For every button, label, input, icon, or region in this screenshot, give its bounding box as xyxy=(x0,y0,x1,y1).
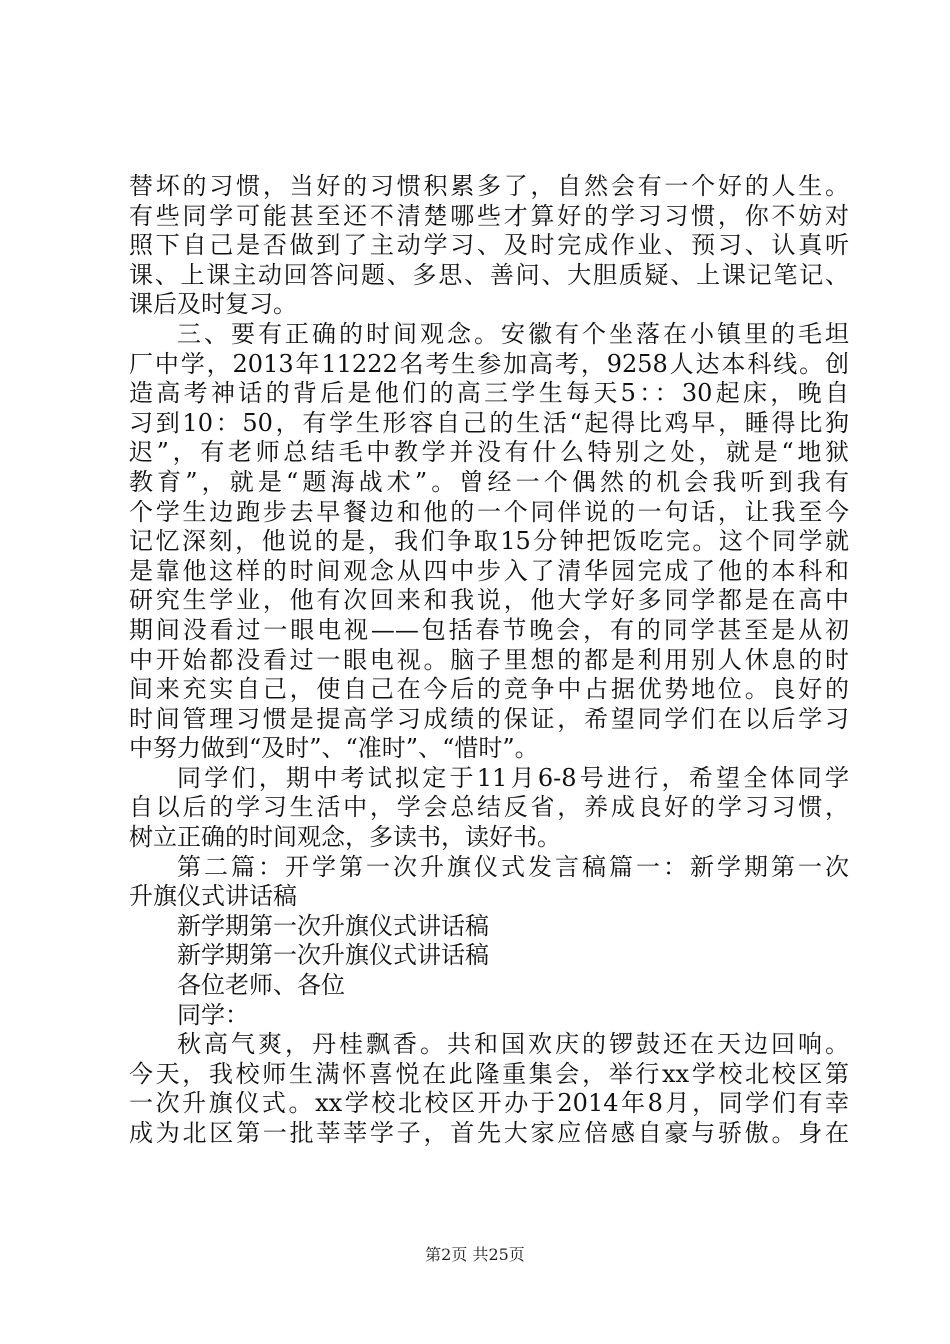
text-line: 习到10：50，有学生形容自己的生活“起得比鸡早，睡得比狗 xyxy=(129,408,849,437)
document-body xyxy=(129,172,849,1149)
section-heading-line: 三、要有正确的时间观念。安徽有个坐落在小镇里的毛坦 xyxy=(177,319,849,348)
text-line: 时间管理习惯是提高学习成绩的保证，希望同学们在以后学习 xyxy=(129,704,849,733)
text-line: 间来充实自己，使自己在今后的竞争中占据优势地位。良好的 xyxy=(129,675,849,704)
text-line: 同学们，期中考试拟定于11月6-8号进行，希望全体同学 xyxy=(177,763,849,792)
text-line: 一次升旗仪式。xx学校北校区开办于2014年8月，同学们有幸 xyxy=(129,1089,849,1118)
salutation-line: 各位老师、各位 xyxy=(177,971,345,1000)
text-line: 造高考神话的背后是他们的高三学生每天5：：30起床，晚自 xyxy=(129,379,849,408)
text-line: 中开始都没看过一眼电视。脑子里想的都是利用别人休息的时 xyxy=(129,645,849,674)
text-line: 秋高气爽，丹桂飘香。共和国欢庆的锣鼓还在天边回响。 xyxy=(177,1030,849,1059)
text-line: 是靠他这样的时间观念从四中步入了清华园完成了他的本科和 xyxy=(129,556,849,585)
page-number-footer: 第2页 共25页 xyxy=(425,1245,525,1264)
text-line: 中努力做到“及时”、“准时”、“惜时”。 xyxy=(129,734,539,763)
chapter-heading-line: 第二篇：开学第一次升旗仪式发言稿篇一：新学期第一次 xyxy=(177,852,849,881)
text-line: 自以后的学习生活中，学会总结反省，养成良好的学习习惯， xyxy=(129,793,849,822)
text-line: 厂中学，2013年11222名考生参加高考，9258人达本科线。创 xyxy=(129,349,849,378)
text-line: 今天，我校师生满怀喜悦在此隆重集会，举行xx学校北校区第 xyxy=(129,1059,849,1088)
subtitle-line: 新学期第一次升旗仪式讲话稿 xyxy=(177,911,489,940)
text-line: 记忆深刻，他说的是，我们争取15分钟把饭吃完。这个同学就 xyxy=(129,527,849,556)
salutation-line: 同学： xyxy=(177,1000,249,1029)
subtitle-line: 新学期第一次升旗仪式讲话稿 xyxy=(177,941,489,970)
text-line: 个学生边跑步去早餐边和他的一个同伴说的一句话，让我至今 xyxy=(129,497,849,526)
text-line: 教育”，就是“题海战术”。曾经一个偶然的机会我听到我有 xyxy=(129,467,849,496)
text-line: 迟”，有老师总结毛中教学并没有什么特别之处，就是“地狱 xyxy=(129,438,849,467)
text-line: 研究生学业，他有次回来和我说，他大学好多同学都是在高中 xyxy=(129,586,849,615)
text-line: 有些同学可能甚至还不清楚哪些才算好的学习习惯，你不妨对 xyxy=(129,201,849,230)
text-line: 期间没看过一眼电视——包括春节晚会，有的同学甚至是从初 xyxy=(129,615,849,644)
text-line: 课、上课主动回答问题、多思、善问、大胆质疑、上课记笔记、 xyxy=(129,260,849,289)
chapter-heading-line: 升旗仪式讲话稿 xyxy=(129,882,297,911)
text-line: 替坏的习惯，当好的习惯积累多了，自然会有一个好的人生。 xyxy=(129,172,849,200)
text-line: 树立正确的时间观念，多读书，读好书。 xyxy=(129,823,561,852)
text-line: 课后及时复习。 xyxy=(129,290,297,319)
text-line: 照下自己是否做到了主动学习、及时完成作业、预习、认真听 xyxy=(129,231,849,260)
text-line: 成为北区第一批莘莘学子，首先大家应倍感自豪与骄傲。身在 xyxy=(129,1119,849,1147)
